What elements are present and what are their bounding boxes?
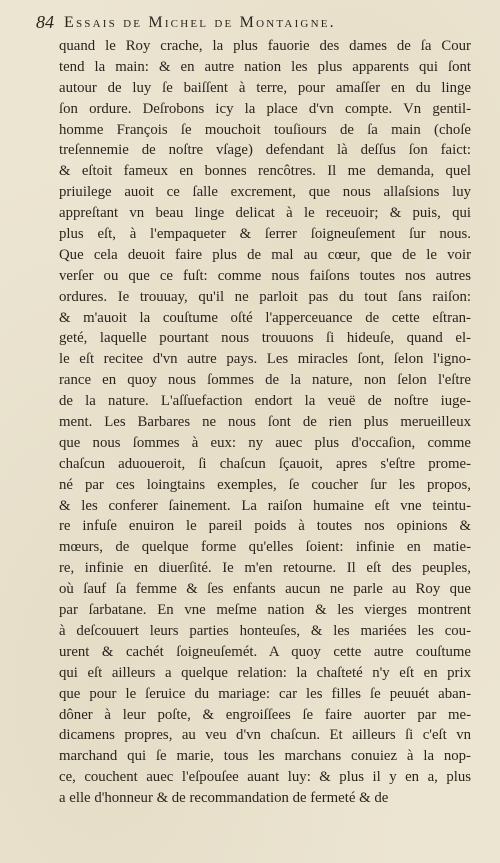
text-line: geté, laquelle pourtant nous trouuons ſi hideuſe, quand el- (59, 330, 471, 347)
text-line: Que cela deuoit faire plus de mal au cœur, que de le voir (59, 246, 471, 263)
text-line: à deſcouuert leurs parties honteuſes, & les mariées les cou- (59, 622, 471, 639)
text-line: a elle d'honneur & de recommandation de fermeté & de (59, 790, 389, 807)
text-line: né par ces loingtains exemples, ſe coucher ſur les propos, (59, 476, 471, 493)
text-line: ce, couchent auec l'eſpouſee auant luy: & plus il y en a, plus (59, 769, 471, 786)
text-line: que pour le ſeruice du mariage: car les filles ſe peuuét aban- (59, 685, 471, 702)
text-line: quand le Roy crache, la plus fauorie des dames de ſa Cour (59, 38, 471, 54)
text-line: qui eſt ailleurs a quelque relation: la chaſteté n'y eſt en prix (59, 664, 471, 681)
text-line: mœurs, de quelque forme qu'elles ſoient: infinie en matie- (59, 539, 471, 556)
text-line: treſennemie de noſtre vſage) defendant là deſſus ſon faict: (59, 142, 471, 159)
text-line: chaſcun aduoueroit, ſi chaſcun ſçauoit, apres s'eſtre prome- (59, 455, 471, 472)
text-line: où ſauf ſa femme & ſes enfants aucun ne parle au Roy que (59, 581, 471, 598)
running-title: Essais de Michel de Montaigne. (64, 14, 336, 31)
text-line: de la nature. L'aſſuefaction endort la veuë de noſtre iuge- (59, 393, 471, 410)
text-line: & m'auoit la couſtume oſté l'apperceuance de cette eſtran- (59, 309, 471, 326)
page-number: 84 (36, 12, 54, 32)
text-line: & les conferer ſainement. La raiſon humaine eſt vne teintu- (59, 497, 471, 514)
text-line: que nous ſommes à eux: ny auec plus d'occaſion, comme (59, 434, 471, 451)
text-line: appreſtant vn beau linge delicat à le receuoir; & puis, qui (59, 205, 471, 222)
text-line: rance en quoy nous ſommes de la nature, non ſelon l'eſtre (59, 372, 471, 389)
text-line: ment. Les Barbares ne nous ſont de rien plus merueilleux (59, 414, 471, 431)
text-line: urent & cachét ſoigneuſemét. A quoy cette autre couſtume (59, 643, 471, 660)
text-line: marchand qui ſe marie, tous les marchans conuiez à la nop- (59, 748, 471, 765)
text-line: ordures. Ie trouuay, qu'il ne parloit pas du tout ſans raiſon: (59, 288, 471, 305)
text-line: homme François ſe mouchoit touſiours de ſa main (choſe (59, 121, 471, 138)
text-line: dicamens propres, au veu d'vn chaſcun. Et ailleurs ſi c'eſt vn (59, 727, 471, 744)
text-line: le eſt recitee d'vn autre pays. Les miracles ſont, ſelon l'igno- (59, 351, 471, 368)
text-line: & eſtoit fameux en bonnes rencôtres. Il me demanda, quel (59, 163, 471, 180)
text-line: tend la main: & en autre nation les plus apparents qui ſont (59, 58, 471, 75)
text-line: verſer ou que ce fuſt: comme nous faiſons toutes nos autres (59, 267, 471, 284)
text-line: par ſarbatane. En vne meſme nation & les vierges montrent (59, 602, 471, 619)
text-line: autour de luy ſe baiſſent à terre, pour amaſſer en du linge (59, 79, 471, 96)
text-line: plus eſt, à l'empaqueter & ſerrer ſoigneuſement ſur nous. (59, 226, 471, 243)
page-header (36, 12, 476, 36)
text-line: ſon ordure. Deſrobons icy la place d'vn compte. Vn gentil- (59, 100, 471, 117)
text-line: dôner à leur poſte, & engroiſſees ſe faire auorter par me- (59, 706, 471, 723)
body-text (59, 36, 471, 809)
text-line: priuilege auoit ce ſalle excrement, que nous allaſsions luy (59, 184, 471, 201)
text-line: re, infinie en diuerſité. Ie m'en retourne. Il eſt des peuples, (59, 560, 471, 577)
text-line: re infuſe enuiron le pareil poids à toutes nos opinions & (59, 518, 471, 535)
